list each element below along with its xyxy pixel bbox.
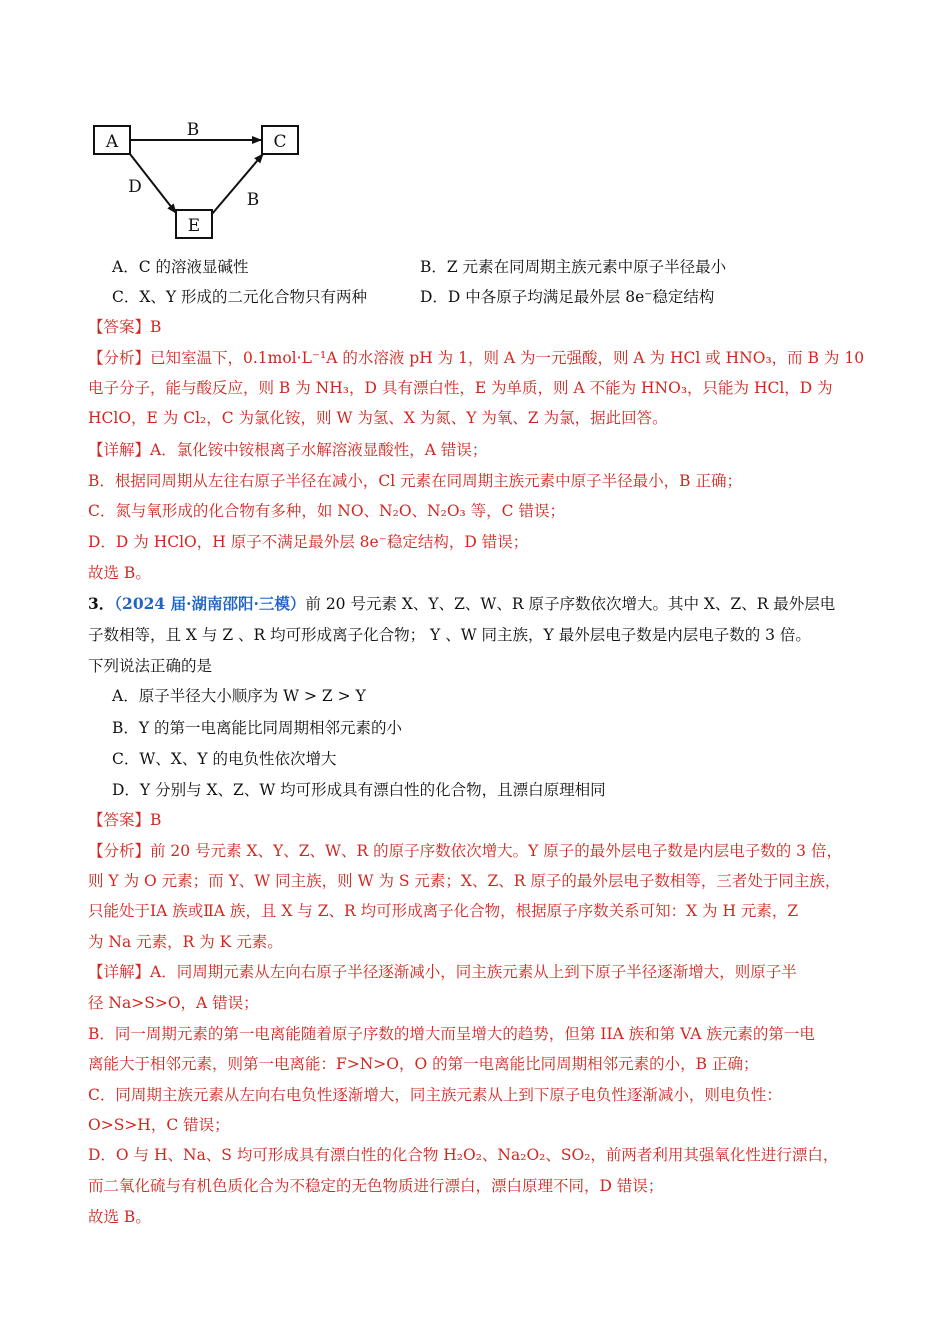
q3-stem-text: 前 20 号元素 X、Y、Z、W、R 原子序数依次增大。其中 X、Z、R 最外层电 bbox=[305, 595, 836, 613]
q3-detail-line: C．同周期主族元素从左向右电负性逐渐增大，同主族元素从上到下原子电负性逐渐减小，则电负性： bbox=[88, 1086, 782, 1104]
q3-detail-line: O>S>H，C 错误； bbox=[88, 1116, 230, 1134]
q2-detail-line: C．氮与氧形成的化合物有多种，如 NO、N₂O、N₂O₃ 等，C 错误； bbox=[88, 502, 565, 520]
q3-stem-first-line bbox=[88, 594, 835, 614]
q3-detail-line: 故选 B。 bbox=[88, 1208, 151, 1226]
q3-option-d: D．Y 分别与 X、Z、W 均可形成具有漂白性的化合物，且漂白原理相同 bbox=[112, 781, 606, 799]
q2-detail-line: 【详解】A．氯化铵中铵根离子水解溶液显酸性，A 错误； bbox=[88, 441, 488, 459]
node-a-label: A bbox=[105, 132, 119, 152]
q3-analysis-line: 只能处于ⅠA 族或ⅡA 族，且 X 与 Z、R 均可形成离子化合物，根据原子序数关系可知：X 为 H 元素，Z bbox=[88, 902, 799, 920]
edge-a-e-label: D bbox=[128, 177, 142, 197]
node-c-label: C bbox=[273, 132, 287, 152]
q2-option-a: A．C 的溶液显碱性 bbox=[112, 258, 249, 276]
edge-e-c-label: B bbox=[246, 190, 260, 210]
q3-detail-line: 离能大于相邻元素，则第一电离能：F>N>O，O 的第一电离能比同周期相邻元素的小，B 正确； bbox=[88, 1055, 759, 1073]
q2-analysis-line: HClO，E 为 Cl₂，C 为氯化铵，则 W 为氢、X 为氮、Y 为氧、Z 为氯，据此回答。 bbox=[88, 409, 668, 427]
q3-option-a: A．原子半径大小顺序为 W > Z > Y bbox=[112, 687, 366, 705]
q3-option-b: B．Y 的第一电离能比同周期相邻元素的小 bbox=[112, 719, 403, 737]
reaction-diagram bbox=[92, 116, 322, 246]
q3-analysis-line: 则 Y 为 O 元素；而 Y、W 同主族，则 W 为 S 元素；X、Z、R 原子的最外层电子数相等，三者处于同主族， bbox=[88, 872, 841, 890]
q3-analysis-line: 为 Na 元素，R 为 K 元素。 bbox=[88, 933, 283, 951]
q3-detail-line: 【详解】A．同周期元素从左向右原子半径逐渐减小，同主族元素从上到下原子半径逐渐增大，则原子半 bbox=[88, 963, 797, 981]
q2-option-c: C．X、Y 形成的二元化合物只有两种 bbox=[112, 288, 368, 306]
node-e-label: E bbox=[187, 216, 201, 236]
q3-source: （2024 届·湖南邵阳·三模） bbox=[114, 594, 306, 613]
q3-detail-line: 径 Na>S>O，A 错误； bbox=[88, 994, 259, 1012]
q2-detail-line: 故选 B。 bbox=[88, 564, 151, 582]
edge-a-c-label: B bbox=[186, 120, 200, 140]
q3-answer: 【答案】B bbox=[88, 811, 162, 829]
q2-detail-line: B．根据同周期从左往右原子半径在减小，Cl 元素在同周期主族元素中原子半径最小，B 正确； bbox=[88, 472, 742, 490]
q3-stem-line: 子数相等，且 X 与 Z 、R 均可形成离子化合物； Y 、W 同主族，Y 最外层电子数是内层电子数的 3 倍。 bbox=[88, 626, 811, 644]
q3-stem-line: 下列说法正确的是 bbox=[88, 657, 213, 675]
q2-answer: 【答案】B bbox=[88, 318, 162, 336]
q2-option-d: D．D 中各原子均满足最外层 8e⁻稳定结构 bbox=[420, 288, 715, 306]
q2-detail-line: D．D 为 HClO，H 原子不满足最外层 8e⁻稳定结构，D 错误； bbox=[88, 533, 529, 551]
q2-analysis-line: 电子分子，能与酸反应，则 B 为 NH₃，D 具有漂白性，E 为单质，则 A 不能为 HNO₃，只能为 HCl，D 为 bbox=[88, 379, 833, 397]
q3-detail-line: D．O 与 H、Na、S 均可形成具有漂白性的化合物 H₂O₂、Na₂O₂、SO₂，前两者利用其强氧化性进行漂白， bbox=[88, 1146, 839, 1164]
q3-detail-line: 而二氧化硫与有机色质化合为不稳定的无色物质进行漂白，漂白原理不同，D 错误； bbox=[88, 1177, 664, 1195]
q2-analysis-line: 【分析】已知室温下，0.1mol·L⁻¹A 的水溶液 pH 为 1，则 A 为一元强酸，则 A 为 HCl 或 HNO₃，而 B 为 10 bbox=[88, 349, 865, 367]
q3-analysis-line: 【分析】前 20 号元素 X、Y、Z、W、R 的原子序数依次增大。Y 原子的最外层电子数是内层电子数的 3 倍， bbox=[88, 842, 842, 860]
q3-detail-line: B．同一周期元素的第一电离能随着原子序数的增大而呈增大的趋势，但第 IIA 族和第 VA 族元素的第一电 bbox=[88, 1025, 815, 1043]
q3-number: 3． bbox=[88, 594, 115, 613]
q2-option-b: B．Z 元素在同周期主族元素中原子半径最小 bbox=[420, 258, 727, 276]
q3-option-c: C．W、X、Y 的电负性依次增大 bbox=[112, 750, 337, 768]
